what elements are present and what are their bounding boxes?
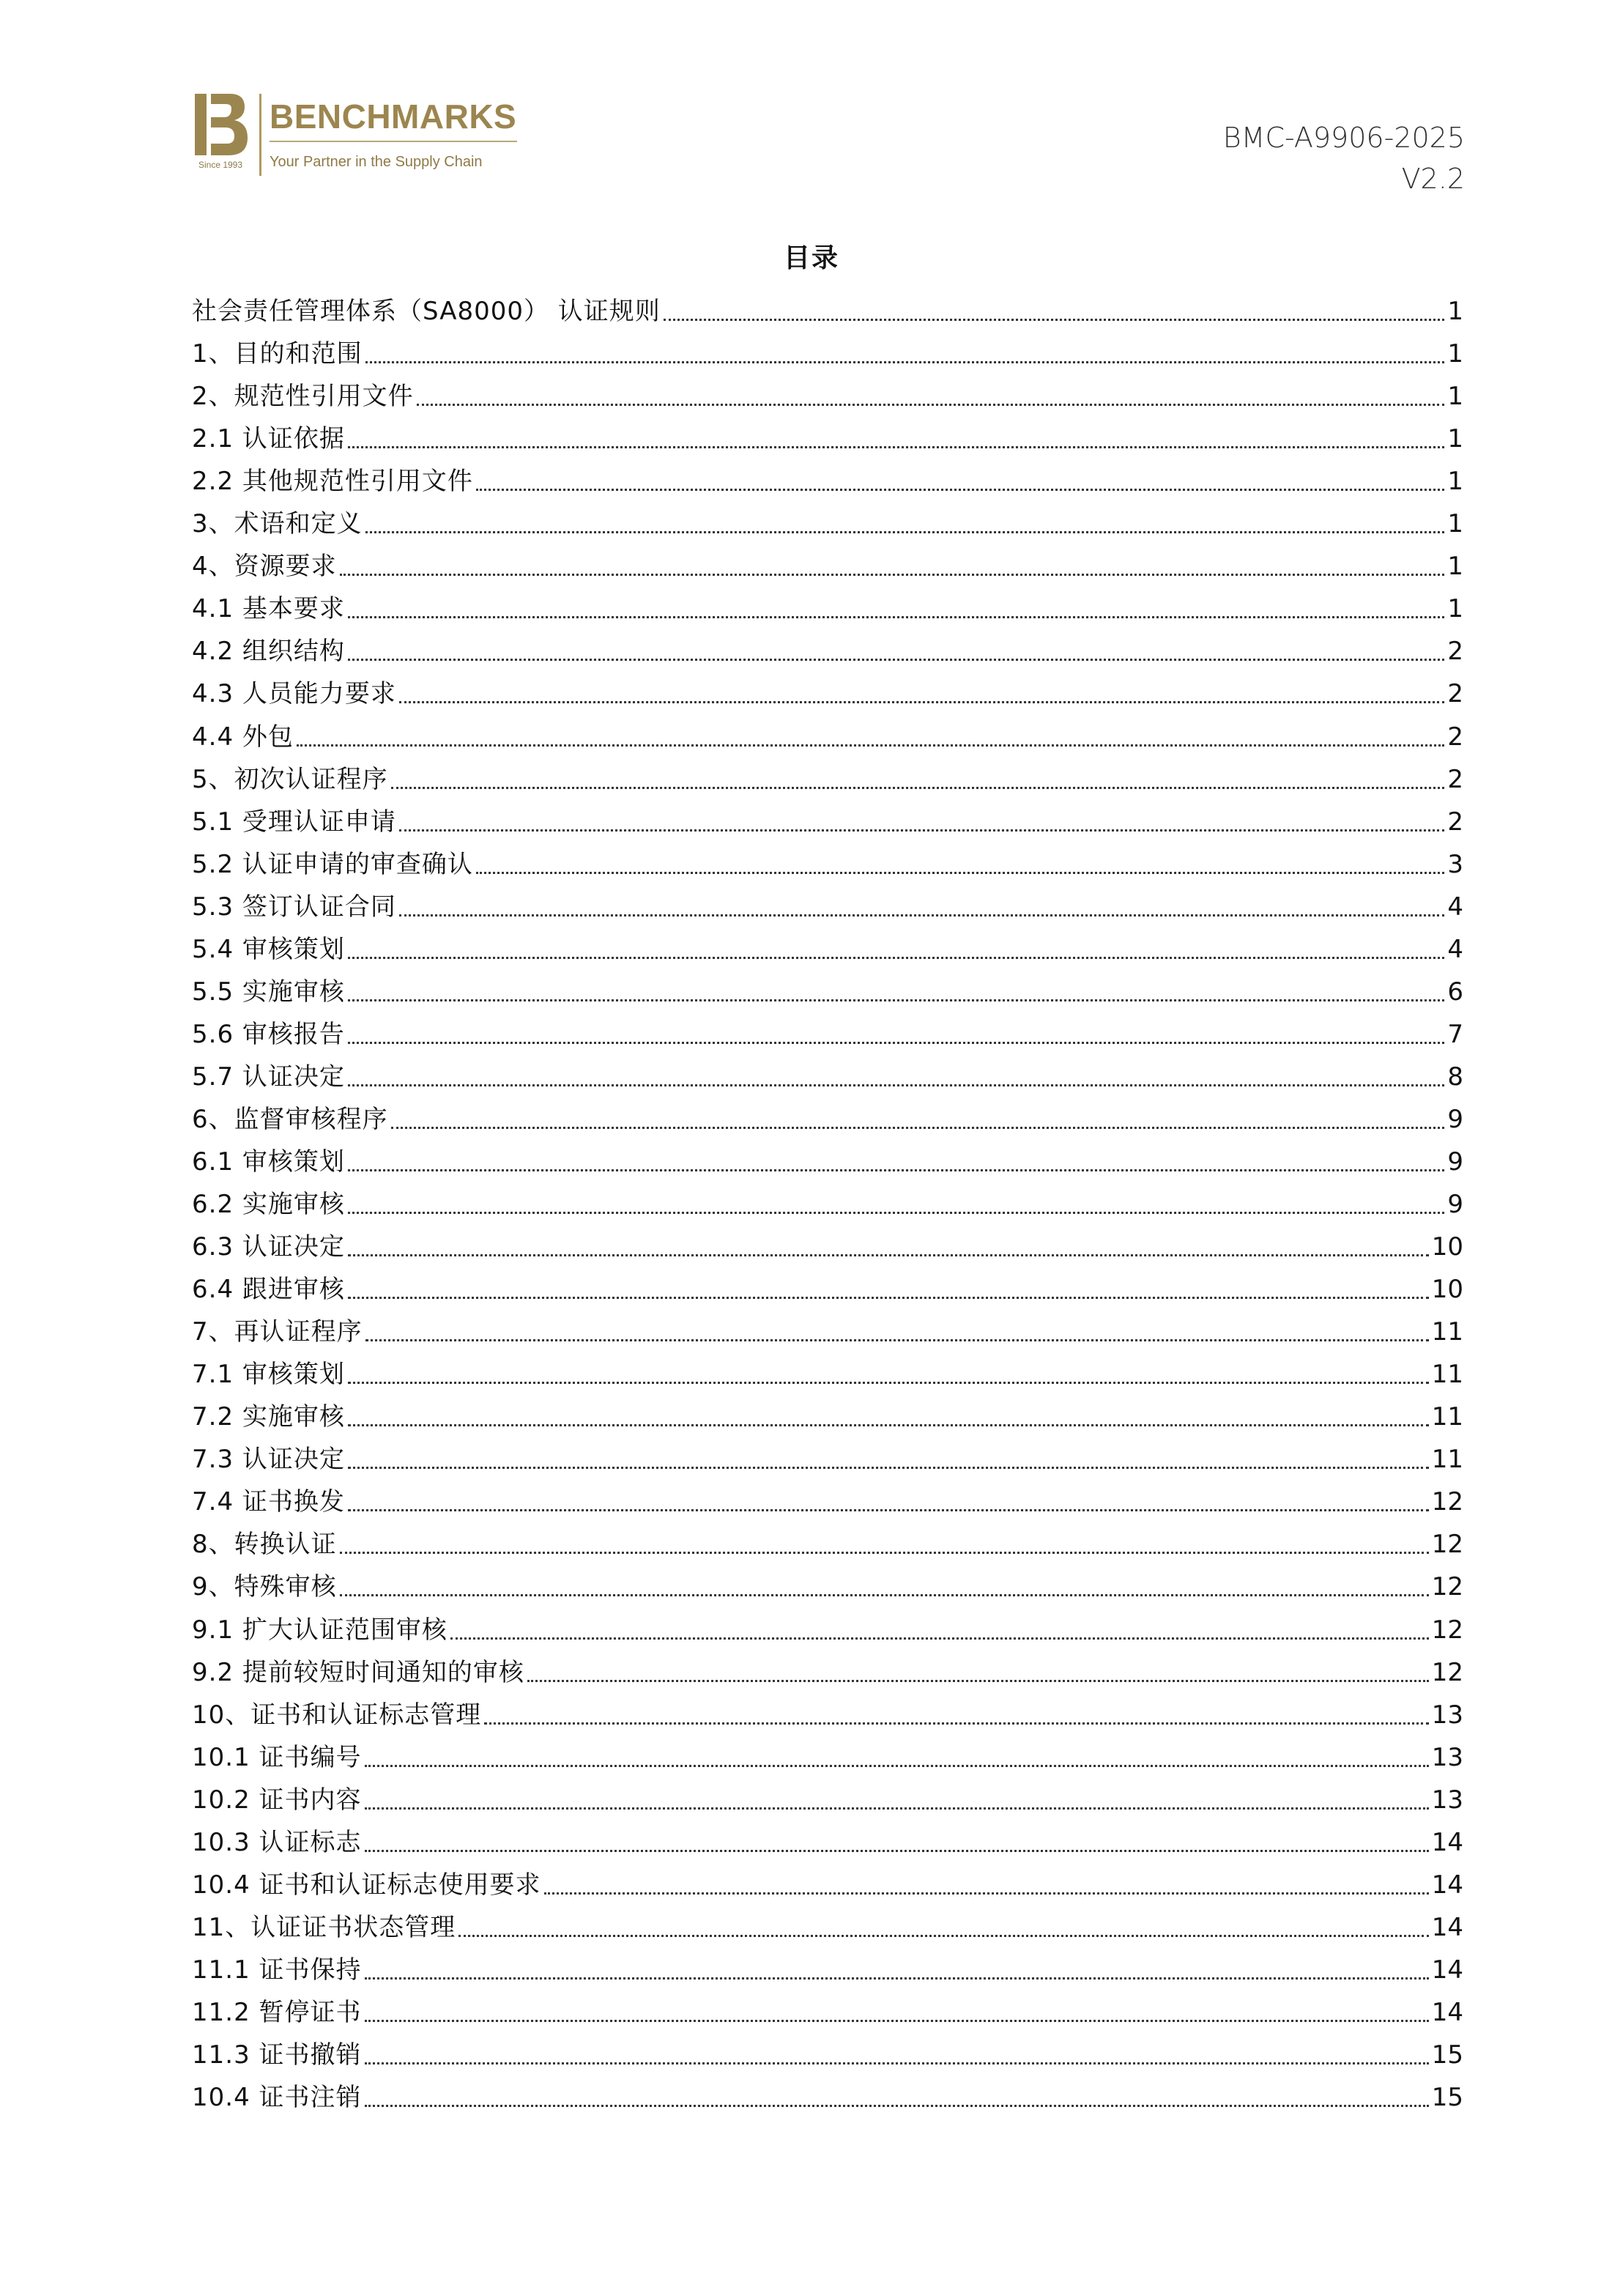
toc-dot-leader: [365, 1850, 1429, 1852]
toc-dot-leader: [365, 1977, 1429, 1980]
toc-entry-label: 5.4 审核策划: [192, 934, 345, 964]
toc-entry-page-number: 9: [1447, 1190, 1463, 1220]
toc-entry[interactable]: [192, 627, 1463, 670]
toc-entry[interactable]: [192, 798, 1463, 840]
toc-entry[interactable]: [192, 1435, 1463, 1478]
company-logo: [192, 92, 521, 180]
toc-entry-label: 5、初次认证程序: [192, 764, 388, 794]
toc-dot-leader: [476, 489, 1444, 491]
toc-entry-label: 7.2 实施审核: [192, 1402, 345, 1432]
toc-entry-label: 9.1 扩大认证范围审核: [192, 1615, 447, 1645]
toc-entry-label: 11.1 证书保持: [192, 1955, 362, 1985]
document-identifier: [1223, 117, 1465, 199]
toc-dot-leader: [348, 999, 1444, 1001]
toc-entry-page-number: 3: [1447, 849, 1463, 879]
toc-dot-leader: [365, 2020, 1429, 2022]
toc-entry-page-number: 14: [1431, 1912, 1463, 1942]
toc-entry[interactable]: [192, 1010, 1463, 1053]
toc-entry-label: 2、规范性引用文件: [192, 382, 414, 412]
toc-entry-page-number: 1: [1447, 467, 1463, 497]
toc-dot-leader: [340, 1594, 1429, 1596]
toc-dot-leader: [348, 659, 1444, 661]
toc-entry-page-number: 12: [1431, 1657, 1463, 1687]
toc-dot-leader: [365, 1339, 1429, 1341]
toc-entry-label: 7.4 证书换发: [192, 1487, 345, 1517]
toc-entry-label: 7、再认证程序: [192, 1317, 363, 1347]
toc-entry[interactable]: [192, 1478, 1463, 1520]
toc-entry[interactable]: [192, 457, 1463, 500]
toc-dot-leader: [450, 1637, 1429, 1640]
toc-entry-page-number: 2: [1447, 807, 1463, 837]
toc-entry-page-number: 12: [1431, 1530, 1463, 1560]
toc-entry-page-number: 14: [1431, 1827, 1463, 1857]
toc-entry-label: 7.3 认证决定: [192, 1445, 345, 1475]
toc-entry[interactable]: [192, 1605, 1463, 1648]
toc-entry-page-number: 1: [1447, 382, 1463, 412]
toc-entry[interactable]: [192, 1946, 1463, 1988]
toc-entry-page-number: 4: [1447, 934, 1463, 964]
toc-dot-leader: [348, 1169, 1444, 1171]
logo-rule: [270, 141, 517, 142]
toc-entry-page-number: 9: [1447, 1147, 1463, 1177]
toc-entry-page-number: 14: [1431, 1955, 1463, 1985]
toc-entry-label: 5.1 受理认证申请: [192, 807, 396, 837]
toc-entry-page-number: 14: [1431, 1870, 1463, 1900]
toc-dot-leader: [348, 1382, 1429, 1384]
toc-entry-page-number: 15: [1431, 2083, 1463, 2113]
toc-entry-label: 6.1 审核策划: [192, 1147, 345, 1177]
toc-entry[interactable]: [192, 2031, 1463, 2073]
toc-entry-page-number: 1: [1447, 594, 1463, 624]
toc-entry-label: 10.1 证书编号: [192, 1742, 362, 1772]
toc-dot-leader: [365, 1765, 1429, 1767]
toc-entry-label: 2.1 认证依据: [192, 424, 345, 454]
toc-entry-page-number: 6: [1447, 977, 1463, 1007]
toc-dot-leader: [365, 2062, 1429, 2064]
toc-entry-page-number: 11: [1431, 1402, 1463, 1432]
toc-entry-label: 6、监督审核程序: [192, 1104, 388, 1134]
toc-entry[interactable]: [192, 1053, 1463, 1095]
toc-entry[interactable]: [192, 1223, 1463, 1265]
toc-dot-leader: [340, 574, 1445, 576]
toc-entry-page-number: 2: [1447, 679, 1463, 709]
toc-entry-label: 3、术语和定义: [192, 509, 363, 539]
toc-entry[interactable]: [192, 1350, 1463, 1393]
toc-dot-leader: [664, 319, 1445, 321]
toc-entry-label: 4.2 组织结构: [192, 637, 345, 667]
toc-entry[interactable]: [192, 883, 1463, 925]
toc-entry[interactable]: [192, 840, 1463, 883]
toc-entry-page-number: 1: [1447, 424, 1463, 454]
toc-entry[interactable]: [192, 585, 1463, 627]
toc-entry-label: 6.3 认证决定: [192, 1232, 345, 1262]
toc-entry-label: 10、证书和认证标志管理: [192, 1700, 482, 1730]
toc-entry-label: 5.6 审核报告: [192, 1019, 345, 1049]
toc-entry[interactable]: [192, 712, 1463, 755]
toc-entry-label: 2.2 其他规范性引用文件: [192, 467, 473, 497]
toc-entry[interactable]: [192, 1180, 1463, 1223]
logo-since-text: Since 1993: [198, 160, 243, 170]
toc-entry-page-number: 12: [1431, 1572, 1463, 1602]
toc-entry-label: 11.3 证书撤销: [192, 2040, 362, 2070]
toc-entry-label: 6.4 跟进审核: [192, 1275, 345, 1305]
toc-entry[interactable]: [192, 1903, 1463, 1946]
toc-entry-page-number: 7: [1447, 1019, 1463, 1049]
toc-entry[interactable]: [192, 1393, 1463, 1435]
toc-entry-label: 10.3 认证标志: [192, 1827, 362, 1857]
toc-dot-leader: [365, 531, 1445, 533]
toc-entry-page-number: 9: [1447, 1104, 1463, 1134]
toc-entry-label: 5.2 认证申请的审查确认: [192, 849, 473, 879]
toc-entry-page-number: 1: [1447, 297, 1463, 327]
toc-entry-page-number: 12: [1431, 1487, 1463, 1517]
toc-entry-label: 1、目的和范围: [192, 339, 363, 369]
logo-tagline: Your Partner in the Supply Chain: [270, 154, 483, 170]
toc-entry-page-number: 13: [1431, 1785, 1463, 1815]
toc-entry[interactable]: [192, 1265, 1463, 1308]
document-version: V2.2: [1401, 163, 1465, 195]
toc-dot-leader: [399, 829, 1444, 832]
toc-entry-label: 5.5 实施审核: [192, 977, 345, 1007]
toc-entry-page-number: 14: [1431, 1997, 1463, 2027]
toc-entry[interactable]: [192, 1861, 1463, 1903]
toc-entry[interactable]: [192, 330, 1463, 372]
toc-title: 目录: [783, 243, 839, 273]
toc-dot-leader: [348, 1424, 1429, 1426]
toc-entry-page-number: 15: [1431, 2040, 1463, 2070]
toc-entry-label: 4.3 人员能力要求: [192, 679, 396, 709]
toc-dot-leader: [476, 872, 1444, 874]
toc-entry[interactable]: [192, 1520, 1463, 1563]
toc-entry-page-number: 1: [1447, 509, 1463, 539]
toc-dot-leader: [391, 787, 1445, 789]
toc-entry[interactable]: [192, 755, 1463, 798]
toc-dot-leader: [348, 1212, 1444, 1214]
toc-entry[interactable]: [192, 1776, 1463, 1818]
toc-entry-page-number: 1: [1447, 552, 1463, 582]
table-of-contents: [192, 287, 1463, 2116]
toc-entry-page-number: 12: [1431, 1615, 1463, 1645]
toc-entry-page-number: 13: [1431, 1742, 1463, 1772]
toc-dot-leader: [348, 1042, 1444, 1044]
toc-entry[interactable]: [192, 968, 1463, 1010]
toc-entry-page-number: 10: [1431, 1275, 1463, 1305]
toc-entry-label: 9.2 提前较短时间通知的审核: [192, 1657, 524, 1687]
toc-dot-leader: [484, 1722, 1428, 1725]
document-code: BMC-A9906-2025: [1222, 122, 1465, 154]
toc-entry[interactable]: [192, 1691, 1463, 1733]
toc-entry-page-number: 11: [1431, 1317, 1463, 1347]
toc-dot-leader: [399, 701, 1444, 703]
toc-dot-leader: [297, 744, 1444, 747]
toc-dot-leader: [348, 616, 1444, 618]
toc-entry-page-number: 11: [1431, 1360, 1463, 1390]
toc-entry-label: 4、资源要求: [192, 552, 337, 582]
toc-dot-leader: [348, 1509, 1429, 1511]
toc-entry-label: 6.2 实施审核: [192, 1190, 345, 1220]
toc-dot-leader: [458, 1935, 1428, 1937]
toc-dot-leader: [365, 2105, 1429, 2107]
benchmarks-logo-icon: [192, 92, 249, 160]
toc-entry-label: 10.4 证书和认证标志使用要求: [192, 1870, 541, 1900]
toc-entry[interactable]: [192, 287, 1463, 330]
toc-entry-label: 社会责任管理体系（SA8000） 认证规则: [192, 297, 661, 327]
toc-entry-label: 11、认证证书状态管理: [192, 1912, 456, 1942]
toc-entry[interactable]: [192, 1095, 1463, 1138]
toc-dot-leader: [365, 1807, 1429, 1810]
toc-entry-page-number: 10: [1431, 1232, 1463, 1262]
toc-entry[interactable]: [192, 1988, 1463, 2031]
toc-entry[interactable]: [192, 1818, 1463, 1861]
toc-entry-label: 4.4 外包: [192, 722, 294, 752]
toc-entry[interactable]: [192, 500, 1463, 542]
toc-entry-page-number: 13: [1431, 1700, 1463, 1730]
toc-dot-leader: [417, 404, 1445, 406]
toc-dot-leader: [348, 446, 1444, 448]
toc-dot-leader: [348, 1254, 1429, 1256]
toc-entry[interactable]: [192, 1563, 1463, 1605]
toc-entry-page-number: 2: [1447, 637, 1463, 667]
toc-entry-label: 10.4 证书注销: [192, 2083, 362, 2113]
toc-entry-label: 7.1 审核策划: [192, 1360, 345, 1390]
toc-entry-label: 10.2 证书内容: [192, 1785, 362, 1815]
toc-entry[interactable]: [192, 670, 1463, 712]
logo-brand-name: BENCHMARKS: [270, 97, 517, 136]
toc-dot-leader: [348, 1467, 1429, 1469]
toc-entry-page-number: 8: [1447, 1062, 1463, 1092]
toc-entry[interactable]: [192, 542, 1463, 585]
toc-entry-label: 5.7 认证决定: [192, 1062, 345, 1092]
toc-entry-page-number: 4: [1447, 892, 1463, 922]
toc-entry[interactable]: [192, 1648, 1463, 1691]
toc-dot-leader: [348, 957, 1444, 959]
toc-dot-leader: [348, 1084, 1444, 1086]
toc-dot-leader: [365, 361, 1445, 363]
toc-dot-leader: [399, 914, 1444, 916]
toc-entry[interactable]: [192, 1733, 1463, 1776]
toc-entry-page-number: 2: [1447, 722, 1463, 752]
toc-entry[interactable]: [192, 1138, 1463, 1180]
toc-entry[interactable]: [192, 925, 1463, 968]
toc-entry-label: 9、特殊审核: [192, 1572, 337, 1602]
toc-dot-leader: [391, 1127, 1445, 1129]
toc-entry-label: 4.1 基本要求: [192, 594, 345, 624]
toc-entry[interactable]: [192, 415, 1463, 457]
toc-dot-leader: [544, 1892, 1429, 1895]
toc-entry[interactable]: [192, 2073, 1463, 2116]
toc-entry-page-number: 2: [1447, 764, 1463, 794]
toc-dot-leader: [527, 1680, 1429, 1682]
toc-entry-page-number: 11: [1431, 1445, 1463, 1475]
toc-entry-page-number: 1: [1447, 339, 1463, 369]
toc-entry-label: 8、转换认证: [192, 1530, 337, 1560]
logo-divider: [259, 94, 261, 176]
toc-entry[interactable]: [192, 372, 1463, 415]
toc-entry-label: 5.3 签订认证合同: [192, 892, 396, 922]
toc-dot-leader: [340, 1552, 1429, 1554]
toc-entry[interactable]: [192, 1308, 1463, 1350]
toc-entry-label: 11.2 暂停证书: [192, 1997, 362, 2027]
toc-dot-leader: [348, 1297, 1429, 1299]
